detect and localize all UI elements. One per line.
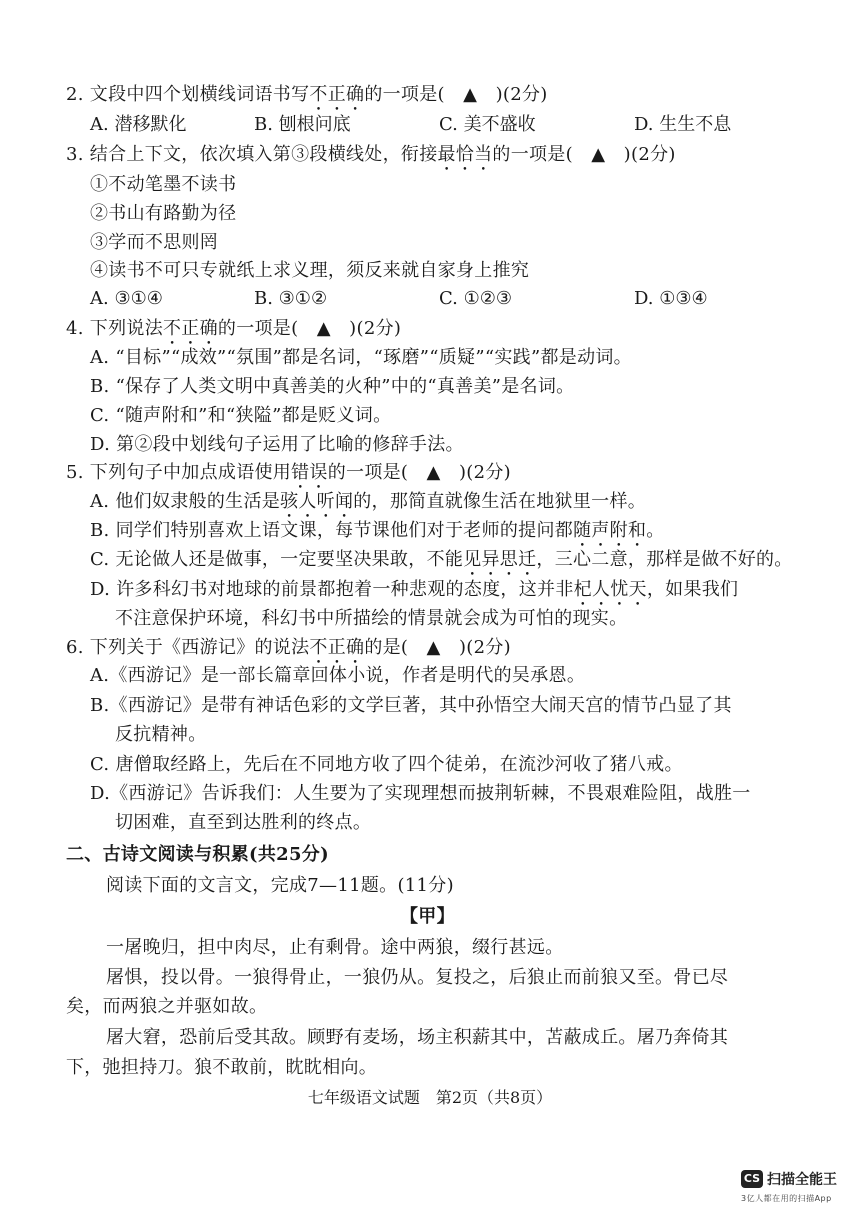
q5-option-a: A. 他们奴隶般的生活是骇人听闻的，那简直就像生活在地狱里一样。 (90, 491, 647, 512)
passage-jia-p2-line1: 屠惧，投以骨。一狼得骨止，一狼仍从。复投之，后狼止而前狼又至。骨已尽 (106, 967, 729, 988)
q3-item-1: ①不动笔墨不读书 (90, 174, 237, 195)
q6-stem: 6. 下列关于《西游记》的说法不正确的是( ▲ )(2分) (66, 637, 511, 658)
section-2-heading: 二、古诗文阅读与积累(共25分) (66, 844, 329, 865)
q3-option-c: C. ①②③ (439, 288, 512, 309)
q3-option-a: A. ③①④ (90, 288, 163, 309)
page-footer: 七年级语文试题 第2页（共8页） (307, 1088, 553, 1107)
q5-option-d-cont: 不注意保护环境，科幻书中所描绘的情景就会成为可怕的现实。 (115, 608, 628, 629)
q6-option-b-cont: 反抗精神。 (115, 724, 207, 745)
camscanner-logo-icon: CS (741, 1170, 763, 1188)
q6-option-d: D.《西游记》告诉我们：人生要为了实现理想而披荆斩棘，不畏艰难险阻，战胜一 (90, 783, 751, 804)
camscanner-tagline: 3亿人都在用的扫描App (741, 1194, 832, 1203)
q5-emphasis: 错误 (291, 462, 328, 483)
q3-item-3: ③学而不思则罔 (90, 232, 219, 253)
q2-emphasis: 不正确 (309, 84, 365, 105)
section-2-intro: 阅读下面的文言文，完成7—11题。(11分) (106, 875, 454, 896)
q4-stem: 4. 下列说法不正确的一项是( ▲ )(2分) (66, 318, 402, 339)
q6-option-b: B.《西游记》是带有神话色彩的文学巨著，其中孙悟空大闹天宫的情节凸显了其 (90, 695, 732, 716)
q4-option-b: B. “保存了人类文明中真善美的火种”中的“真善美”是名词。 (90, 376, 575, 397)
q2-option-c: C. 美不盛收 (439, 114, 536, 135)
q3-option-d: D. ①③④ (634, 288, 708, 309)
q2-stem: 2. 文段中四个划横线词语书写不正确的一项是( ▲ )(2分) (66, 84, 548, 105)
q3-emphasis: 最恰当 (437, 144, 493, 165)
q3-option-b: B. ③①② (254, 288, 328, 309)
q2-option-d: D. 生生不息 (634, 114, 732, 135)
passage-jia-p3-line2: 下，弛担持刀。狼不敢前，眈眈相向。 (66, 1057, 378, 1078)
q2-option-a: A. 潜移默化 (90, 114, 187, 135)
q3-stem: 3. 结合上下文，依次填入第③段横线处，衔接最恰当的一项是( ▲ )(2分) (66, 144, 676, 165)
camscanner-name: 扫描全能王 (767, 1172, 837, 1188)
q6-option-c: C. 唐僧取经路上，先后在不同地方收了四个徒弟，在流沙河收了猪八戒。 (90, 754, 683, 775)
q5-option-b: B. 同学们特别喜欢上语文课，每节课他们对于老师的提问都随声附和。 (90, 520, 665, 541)
q2-option-b: B. 刨根问底 (254, 114, 351, 135)
q6-emphasis: 不正确 (309, 637, 365, 658)
q5-option-d: D. 许多科幻书对地球的前景都抱着一种悲观的态度，这并非杞人忧天，如果我们 (90, 579, 739, 600)
q3-item-2: ②书山有路勤为径 (90, 203, 237, 224)
q4-option-c: C. “随声附和”和“狭隘”都是贬义词。 (90, 405, 392, 426)
q5-stem: 5. 下列句子中加点成语使用错误的一项是( ▲ )(2分) (66, 462, 512, 483)
passage-jia-p3-line1: 屠大窘，恐前后受其敌。顾野有麦场，场主积薪其中，苫蔽成丘。屠乃奔倚其 (106, 1027, 729, 1048)
q5-option-c: C. 无论做人还是做事，一定要坚决果敢，不能见异思迁，三心二意，那样是做不好的。 (90, 549, 793, 570)
passage-jia-label: 【甲】 (400, 906, 455, 927)
q4-emphasis: 不正确 (163, 318, 218, 339)
passage-jia-p2-line2: 矣，而两狼之并驱如故。 (66, 996, 268, 1017)
q6-option-a: A.《西游记》是一部长篇章回体小说，作者是明代的吴承恩。 (90, 665, 586, 686)
q6-option-d-cont: 切困难，直至到达胜利的终点。 (115, 812, 372, 833)
q4-option-a: A. “目标”“成效”“氛围”都是名词，“琢磨”“质疑”“实践”都是动词。 (90, 347, 632, 368)
q3-item-4: ④读书不可只专就纸上求义理，须反来就自家身上推究 (90, 260, 530, 281)
q4-option-d: D. 第②段中划线句子运用了比喻的修辞手法。 (90, 434, 464, 455)
passage-jia-p1: 一屠晚归，担中肉尽，止有剩骨。途中两狼，缀行甚远。 (106, 937, 564, 958)
